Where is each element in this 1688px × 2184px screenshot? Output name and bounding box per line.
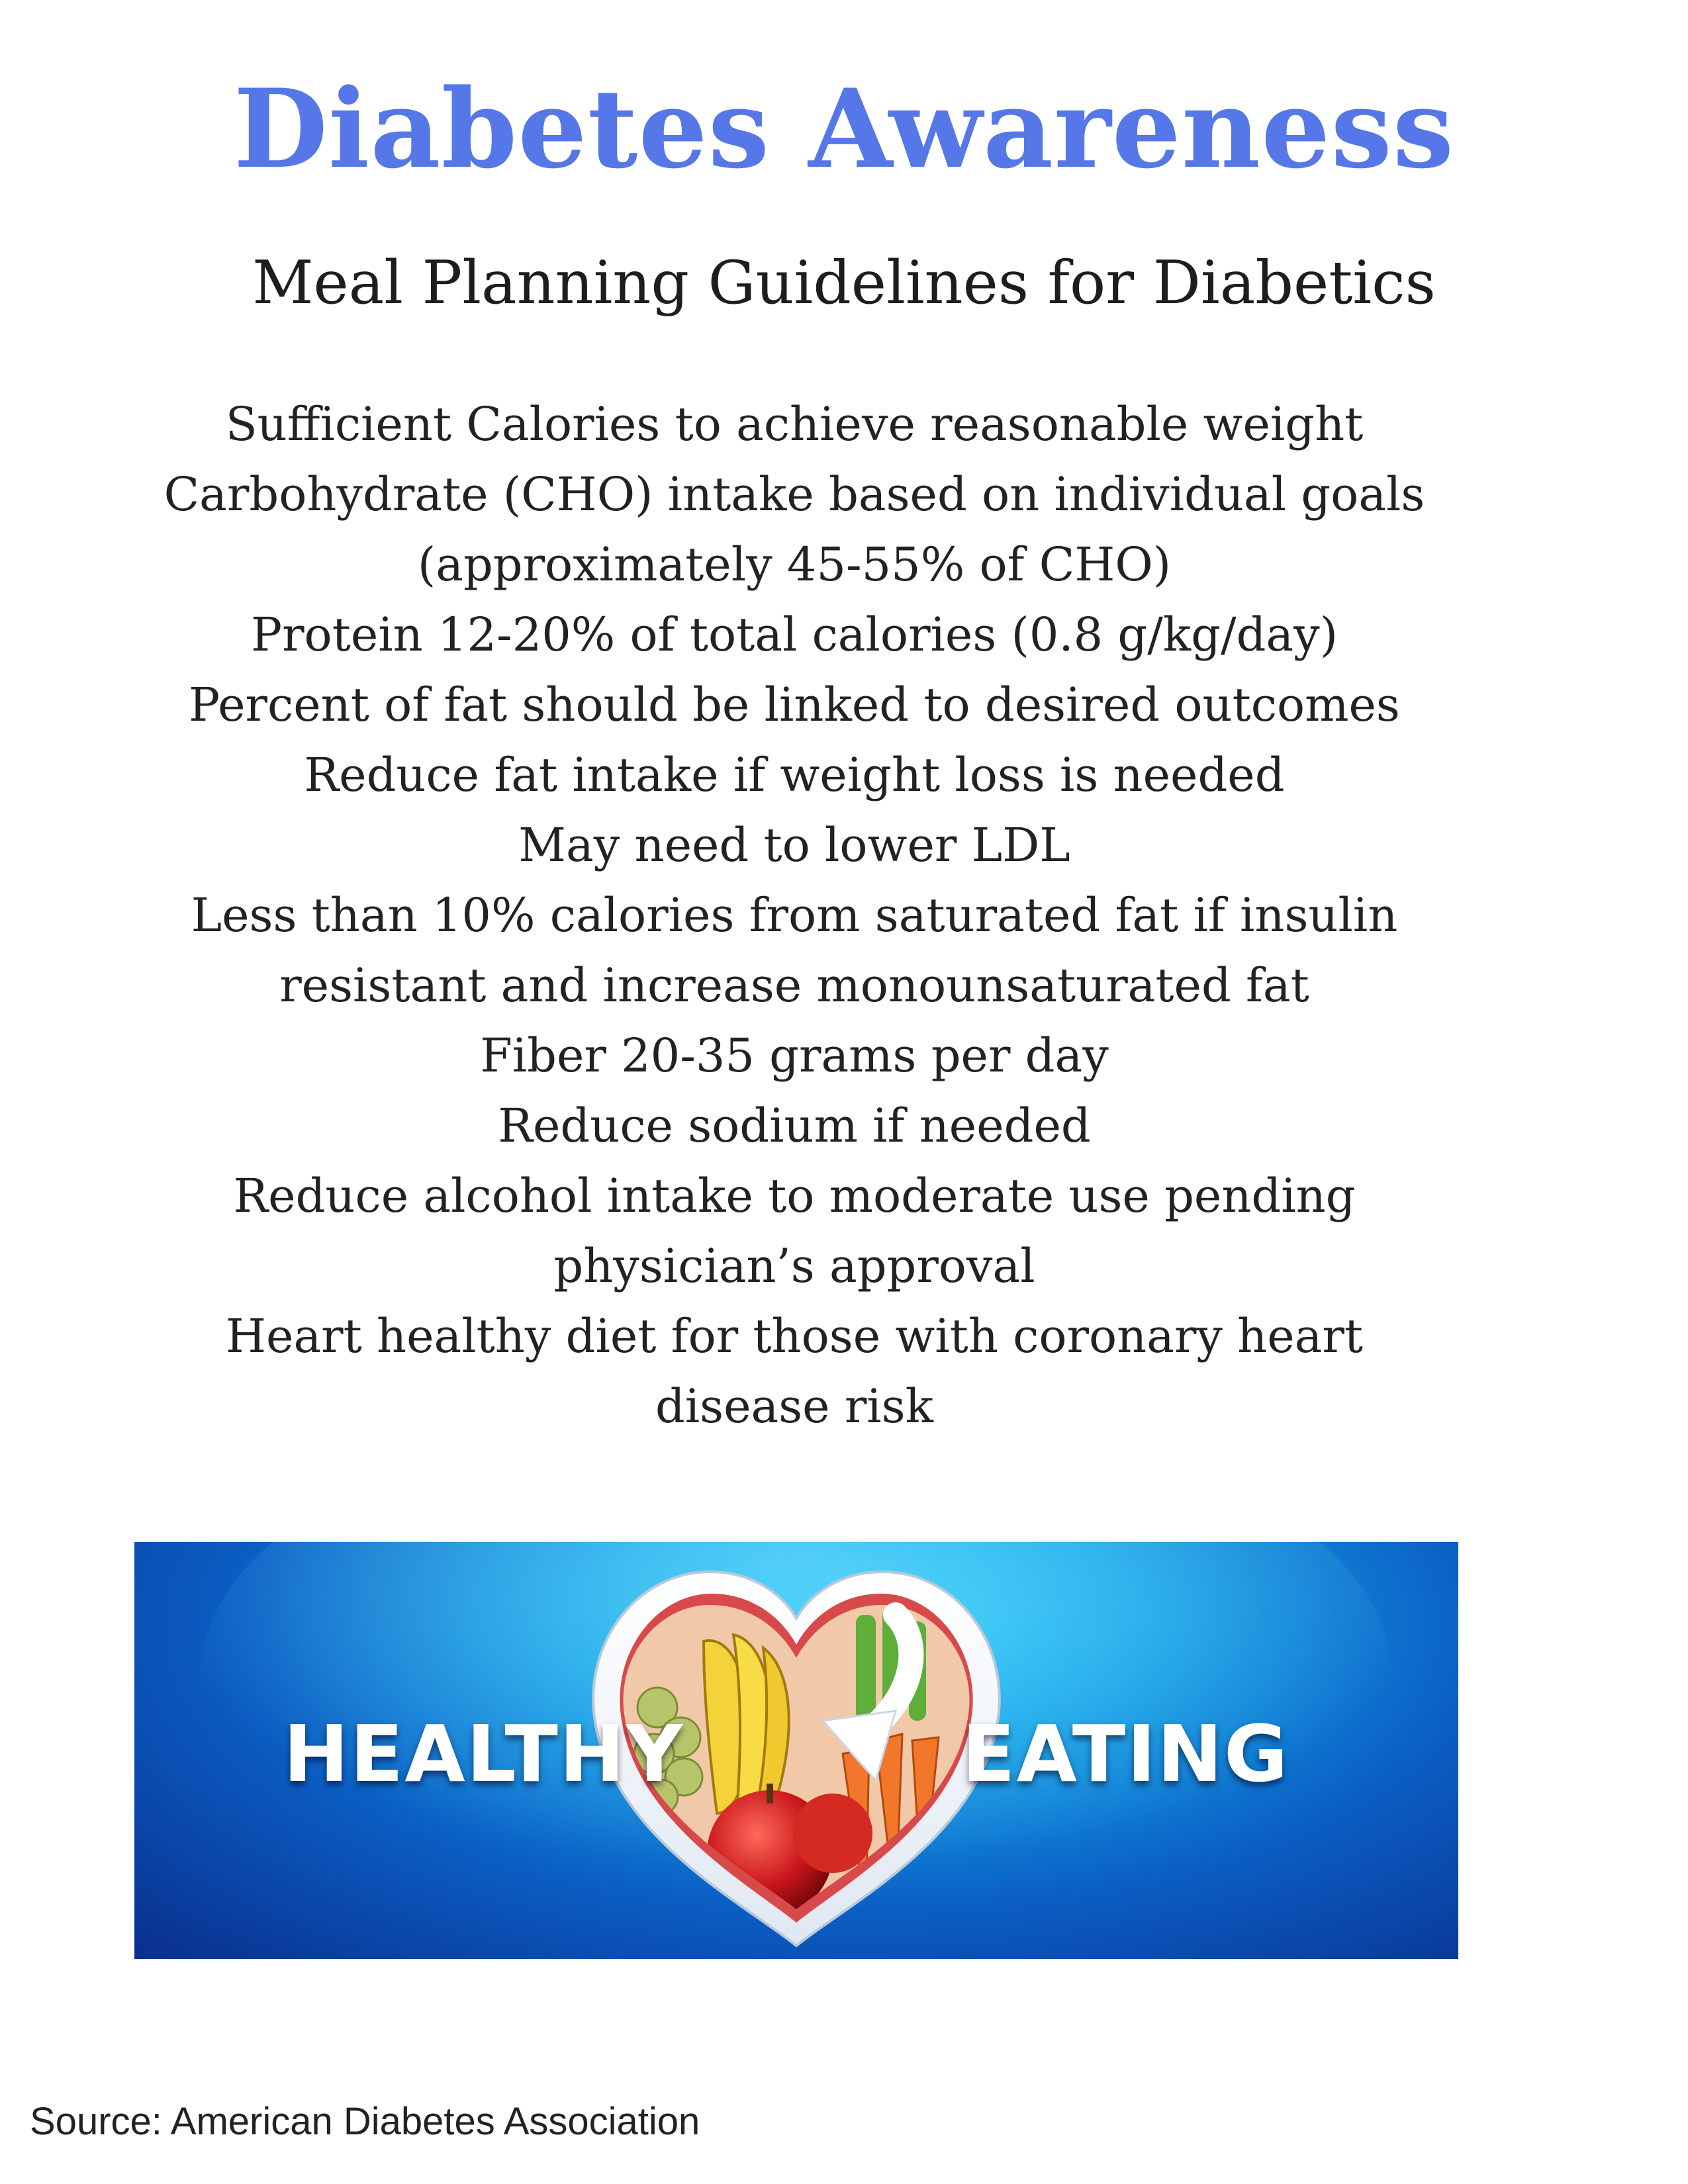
- guideline-line: physician’s approval: [553, 1239, 1035, 1293]
- source-citation: Source: American Diabetes Association: [30, 2100, 700, 2143]
- guidelines-list: [53, 389, 1536, 1441]
- guideline-line: Reduce sodium if needed: [498, 1099, 1091, 1153]
- guideline-line: (approximately 45-55% of CHO): [417, 537, 1172, 592]
- banner-word-eating: EATING: [962, 1708, 1289, 1799]
- guideline-line: Percent of fat should be linked to desired outcomes: [189, 678, 1400, 732]
- guideline-line: Heart healthy diet for those with coronary heart: [225, 1309, 1364, 1363]
- guideline-line: May need to lower LDL: [518, 818, 1070, 872]
- guideline-line: disease risk: [655, 1379, 934, 1433]
- guideline-line: Reduce fat intake if weight loss is needed: [304, 748, 1285, 802]
- healthy-eating-banner: [134, 1542, 1458, 1959]
- guideline-line: Carbohydrate (CHO) intake based on individual goals: [164, 467, 1425, 522]
- page-title: Diabetes Awareness: [233, 65, 1455, 193]
- guideline-line: Protein 12-20% of total calories (0.8 g/kg/day): [250, 608, 1338, 662]
- guideline-line: Sufficient Calories to achieve reasonable weight: [225, 397, 1364, 451]
- guideline-line: Less than 10% calories from saturated fat if insulin: [191, 888, 1398, 942]
- guideline-line: resistant and increase monounsaturated fat: [279, 958, 1309, 1013]
- banner-word-healthy: HEALTHY: [283, 1708, 684, 1799]
- guideline-line: Fiber 20-35 grams per day: [480, 1028, 1109, 1083]
- page-subtitle: Meal Planning Guidelines for Diabetics: [252, 248, 1436, 318]
- guideline-line: Reduce alcohol intake to moderate use pending: [233, 1169, 1356, 1223]
